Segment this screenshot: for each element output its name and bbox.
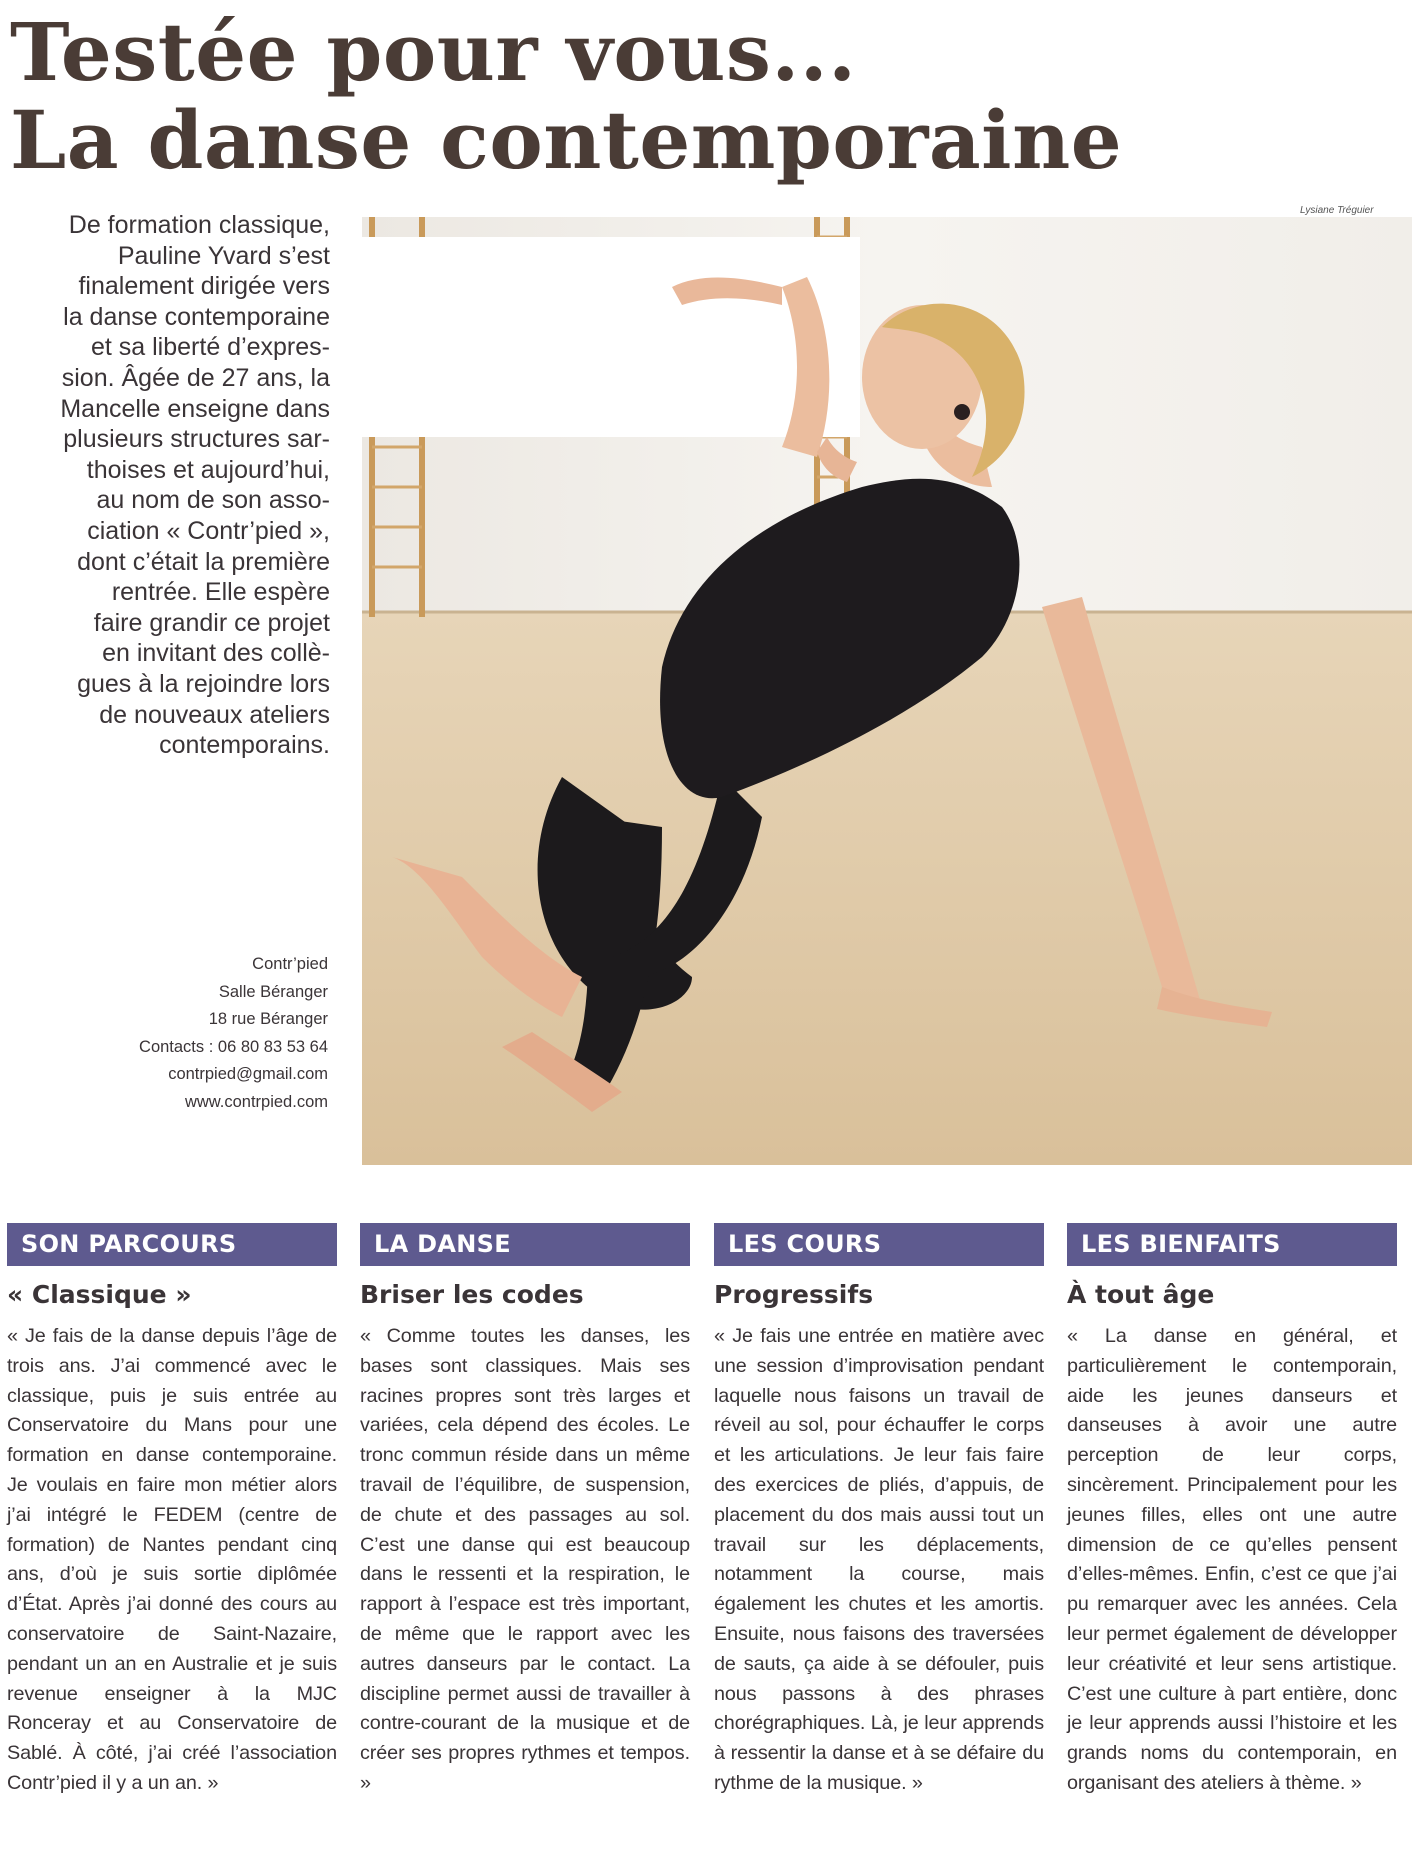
headline-line-1: Testée pour vous... [10, 5, 857, 99]
intro-line: gues à la rejoindre lors [77, 669, 330, 698]
column-son-parcours [7, 1223, 337, 1799]
section-subhead: À tout âge [1067, 1280, 1215, 1309]
contact-address: 18 rue Béranger [208, 1010, 328, 1028]
intro-line: thoises et aujourd’hui, [86, 455, 330, 484]
intro-line: faire grandir ce projet [93, 608, 330, 637]
intro-line: contemporains. [159, 731, 330, 760]
section-body: « Je fais de la danse depuis l’âge de trois ans. J’ai commencé avec le classique, puis je suis entrée au Conservatoire du Mans pour une formation en danse contemporaine. Je voulais en faire mon métier alors j’ai intégré le FEDEM (centre de formation) de Nantes pendant cinq ans, d’où je suis sortie diplômée d’État. Après j’ai donné des cours au conservatoire de Saint-Nazaire, pendant un an en Australie et je suis revenue enseigner à la MJC Ronceray et au Conservatoire de Sablé. À côté, j’ai créé l’association Contr’pied il y a un an. » [7, 1325, 337, 1794]
contact-venue: Salle Béranger [218, 982, 328, 1001]
dancer-illustration [362, 217, 1412, 1165]
intro-line: ciation « Contr’pied », [87, 516, 330, 545]
intro-paragraph [10, 210, 330, 761]
column-la-danse [360, 1223, 690, 1799]
contact-email: contrpied@gmail.com [168, 1065, 328, 1083]
photo-credit: Lysiane Tréguier [1300, 205, 1374, 216]
section-header: LES BIENFAITS [1067, 1223, 1397, 1266]
intro-line: la danse contemporaine [63, 302, 330, 331]
section-subhead: « Classique » [7, 1280, 192, 1309]
intro-line: sion. Âgée de 27 ans, la [61, 363, 330, 392]
section-header: LES COURS [714, 1223, 1044, 1266]
section-body: « Je fais une entrée en matière avec une session d’improvisation pendant laquelle nous faisons un travail de réveil au sol, pour échauffer le corps et les articulations. Je leur fais faire des exercices de pliés, d’appuis, de placement du dos mais aussi tout un travail sur les déplacements, notamment la course, mais également les chutes et les amortis. Ensuite, nous faisons des traversées de sauts, ça aide à se défouler, puis nous passons à des phrases chorégraphiques. Là, je leur apprends à ressentir la danse et à se défaire du rythme de la musique. » [714, 1325, 1044, 1794]
intro-line: dont c’était la première [77, 547, 330, 576]
section-body: « Comme toutes les danses, les bases sont classiques. Mais ses racines propres sont très larges et variées, cela dépend des écoles. Le tronc commun réside dans un même travail de l’équilibre, de suspension, de chute et des passages au sol. C’est une danse qui est beaucoup dans le ressenti et la respiration, le rapport à l’espace est très important, de même que le rapport avec les autres danseurs par le contact. La discipline permet aussi de travailler à contre-courant de la musique et de créer ses propres rythmes et tempos. » [360, 1325, 690, 1794]
contact-block [30, 951, 328, 1116]
intro-line: de nouveaux ateliers [99, 700, 330, 729]
intro-line: Mancelle enseigne dans [60, 394, 330, 423]
section-header: SON PARCOURS [7, 1223, 337, 1266]
intro-line: et sa liberté d’expres- [90, 333, 330, 362]
contact-website: www.contrpied.com [184, 1092, 328, 1111]
intro-line: au nom de son asso- [96, 486, 330, 515]
dancer-photo [362, 217, 1412, 1165]
intro-line: finalement dirigée vers [78, 272, 330, 301]
intro-line: en invitant des collè- [102, 639, 330, 668]
contact-name: Contr’pied [252, 955, 328, 973]
section-body: « La danse en général, et particulièrement le contemporain, aide les jeunes danseurs et danseuses à avoir une autre perception de leur corps, sincèrement. Principalement pour les jeunes filles, elles ont une autre dimension de ce qu’elles pensent d’elles-mêmes. Enfin, c’est ce que j’ai pu remarquer avec les années. Cela leur permet également de développer leur créativité et leur sens artistique. C’est une culture à part entière, donc je leur apprends aussi l’histoire et les grands noms du contemporain, en organisant des ateliers à thème. » [1067, 1325, 1397, 1794]
intro-line: plusieurs structures sar- [63, 425, 330, 454]
column-les-cours [714, 1223, 1044, 1799]
intro-line: rentrée. Elle espère [111, 578, 330, 607]
section-subhead: Progressifs [714, 1280, 874, 1309]
headline-line-2: La danse contemporaine [10, 93, 1123, 187]
section-header: LA DANSE [360, 1223, 690, 1266]
column-les-bienfaits [1067, 1223, 1397, 1799]
section-subhead: Briser les codes [360, 1280, 584, 1309]
intro-line: De formation classique, [68, 211, 330, 239]
intro-line: Pauline Yvard s’est [117, 241, 330, 270]
contact-phone: Contacts : 06 80 83 53 64 [139, 1037, 328, 1056]
